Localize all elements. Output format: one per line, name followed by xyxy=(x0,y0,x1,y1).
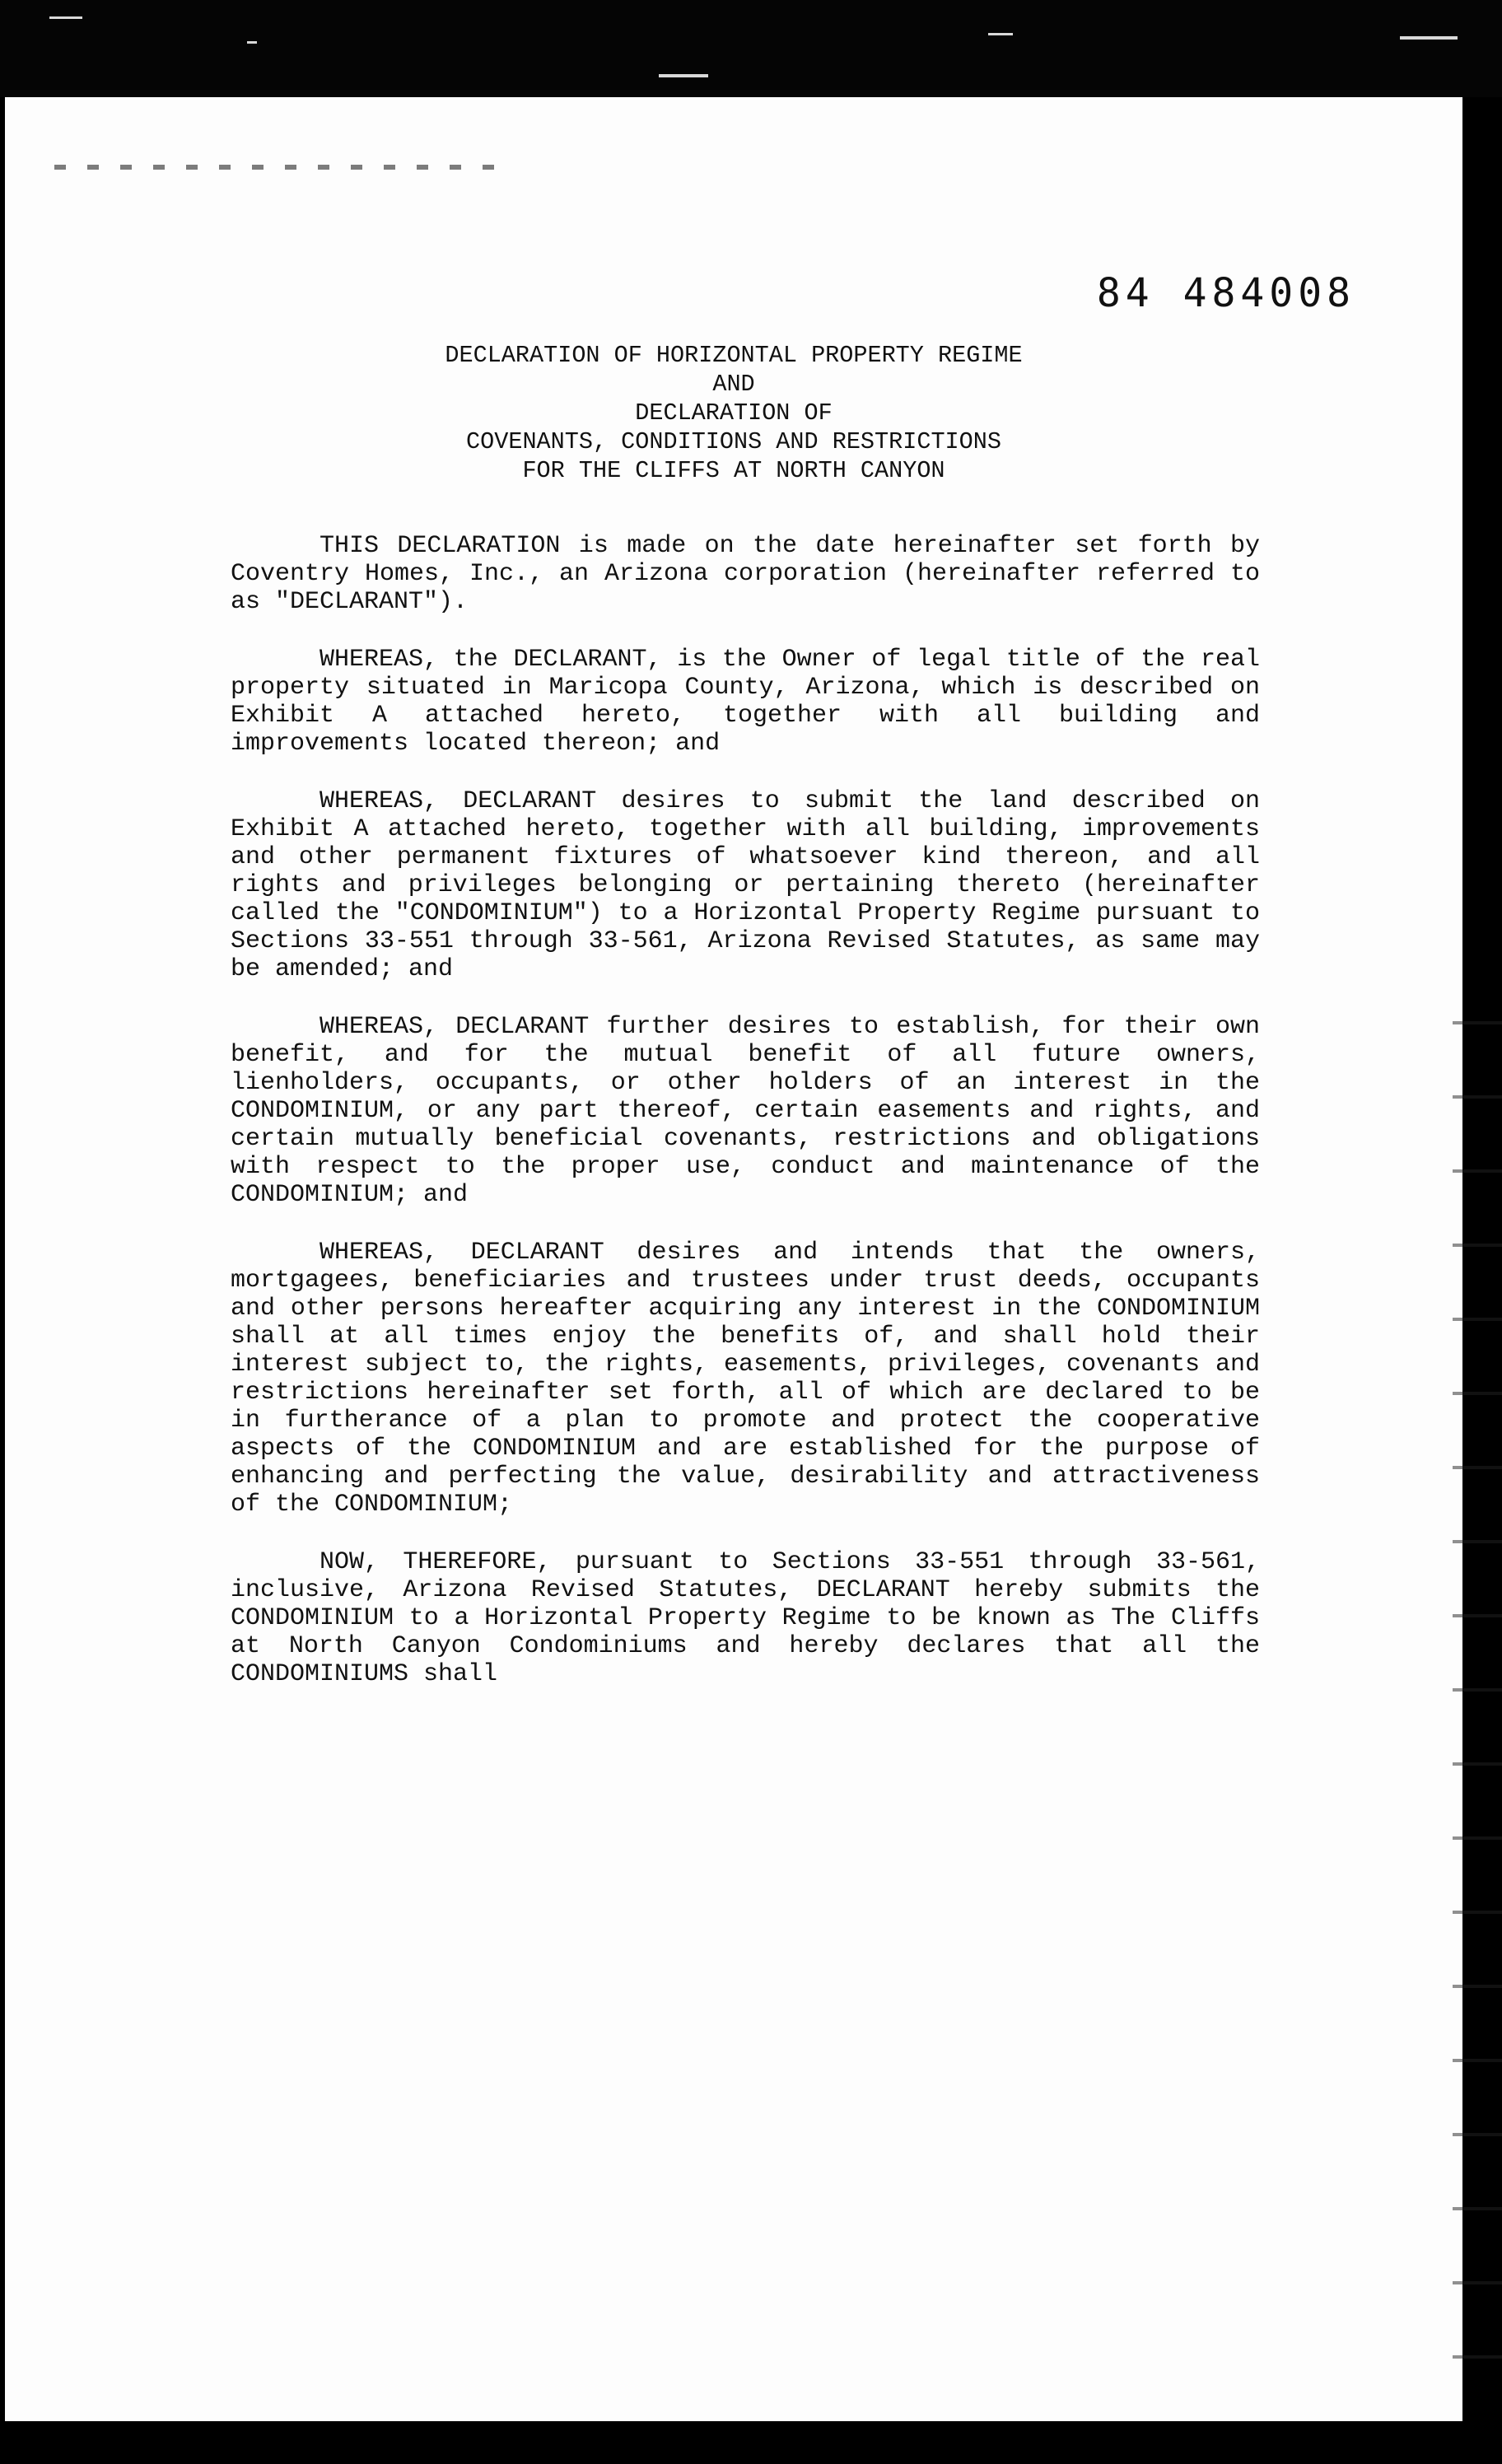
paragraph xyxy=(231,1239,1260,1519)
scan-dashes xyxy=(54,165,515,170)
paragraph-text: WHEREAS, DECLARANT desires to submit the land described on Exhibit A attached hereto, together with all building, improvements and other permanent fixtures of whatsoever kind thereon, and all rights and privileges belonging or pertaining thereto (hereinafter called the "CONDOMINIUM") to a Horizontal Property Regime pursuant to Sections 33-551 through 33-561, Arizona Revised Statutes, as same may be amended; and xyxy=(231,787,1260,983)
scan-noise xyxy=(1400,36,1458,40)
paragraph-text: NOW, THEREFORE, pursuant to Sections 33-551 through 33-561, inclusive, Arizona Revised Statutes, DECLARANT hereby submits the CONDOMINIUM to a Horizontal Property Regime to be known as The Cliffs at North Canyon Condominiums and hereby declares that all the CONDOMINIUMS shall xyxy=(231,1548,1260,1688)
paragraph-text: WHEREAS, DECLARANT desires and intends that the owners, mortgagees, beneficiaries and trustees under trust deeds, occupants and other persons hereafter acquiring any interest in the CONDOMINIUM shall at all times enjoy the benefits of, and shall hold their interest subject to, the rights, easements, privileges, covenants and restrictions hereinafter set forth, all of which are declared to be in furtherance of a plan to promote and protect the cooperative aspects of the CONDOMINIUM and are established for the purpose of enhancing and perfecting the value, desirability and attractiveness of the CONDOMINIUM; xyxy=(231,1239,1260,1519)
paragraph-text: THIS DECLARATION is made on the date hereinafter set forth by Coventry Homes, Inc., an Arizona corporation (hereinafter referred to as "DECLARANT"). xyxy=(231,532,1260,616)
scan-edge-marks xyxy=(1453,988,1502,2388)
title-line: DECLARATION OF HORIZONTAL PROPERTY REGIME xyxy=(445,342,1023,369)
recording-number: 84 484008 xyxy=(1096,270,1355,316)
paragraph xyxy=(231,1013,1260,1209)
paragraph xyxy=(231,1548,1260,1688)
title-line: DECLARATION OF xyxy=(635,399,833,427)
document-title xyxy=(5,341,1462,485)
document-body xyxy=(231,532,1260,1718)
document-page xyxy=(5,97,1462,2421)
paragraph xyxy=(231,532,1260,616)
scan-border-top xyxy=(0,0,1502,97)
paragraph xyxy=(231,787,1260,983)
paragraph xyxy=(231,646,1260,758)
paragraph-text: WHEREAS, the DECLARANT, is the Owner of legal title of the real property situated in Maricopa County, Arizona, which is described on Exhibit A attached hereto, together with all building and improvements located thereon; and xyxy=(231,646,1260,758)
scan-noise xyxy=(988,33,1013,35)
title-line: AND xyxy=(712,371,755,398)
paragraph-text: WHEREAS, DECLARANT further desires to establish, for their own benefit, and for the mutual benefit of all future owners, lienholders, occupants, or other holders of an interest in the CONDOMINIUM, or any part thereof, certain easements and rights, and certain mutually beneficial covenants, restrictions and obligations with respect to the proper use, conduct and maintenance of the CONDOMINIUM; and xyxy=(231,1013,1260,1209)
title-line: COVENANTS, CONDITIONS AND RESTRICTIONS xyxy=(466,428,1001,455)
scan-noise xyxy=(659,74,708,77)
scan-noise xyxy=(247,41,257,44)
title-line: FOR THE CLIFFS AT NORTH CANYON xyxy=(522,457,945,484)
scan-noise xyxy=(49,16,82,19)
